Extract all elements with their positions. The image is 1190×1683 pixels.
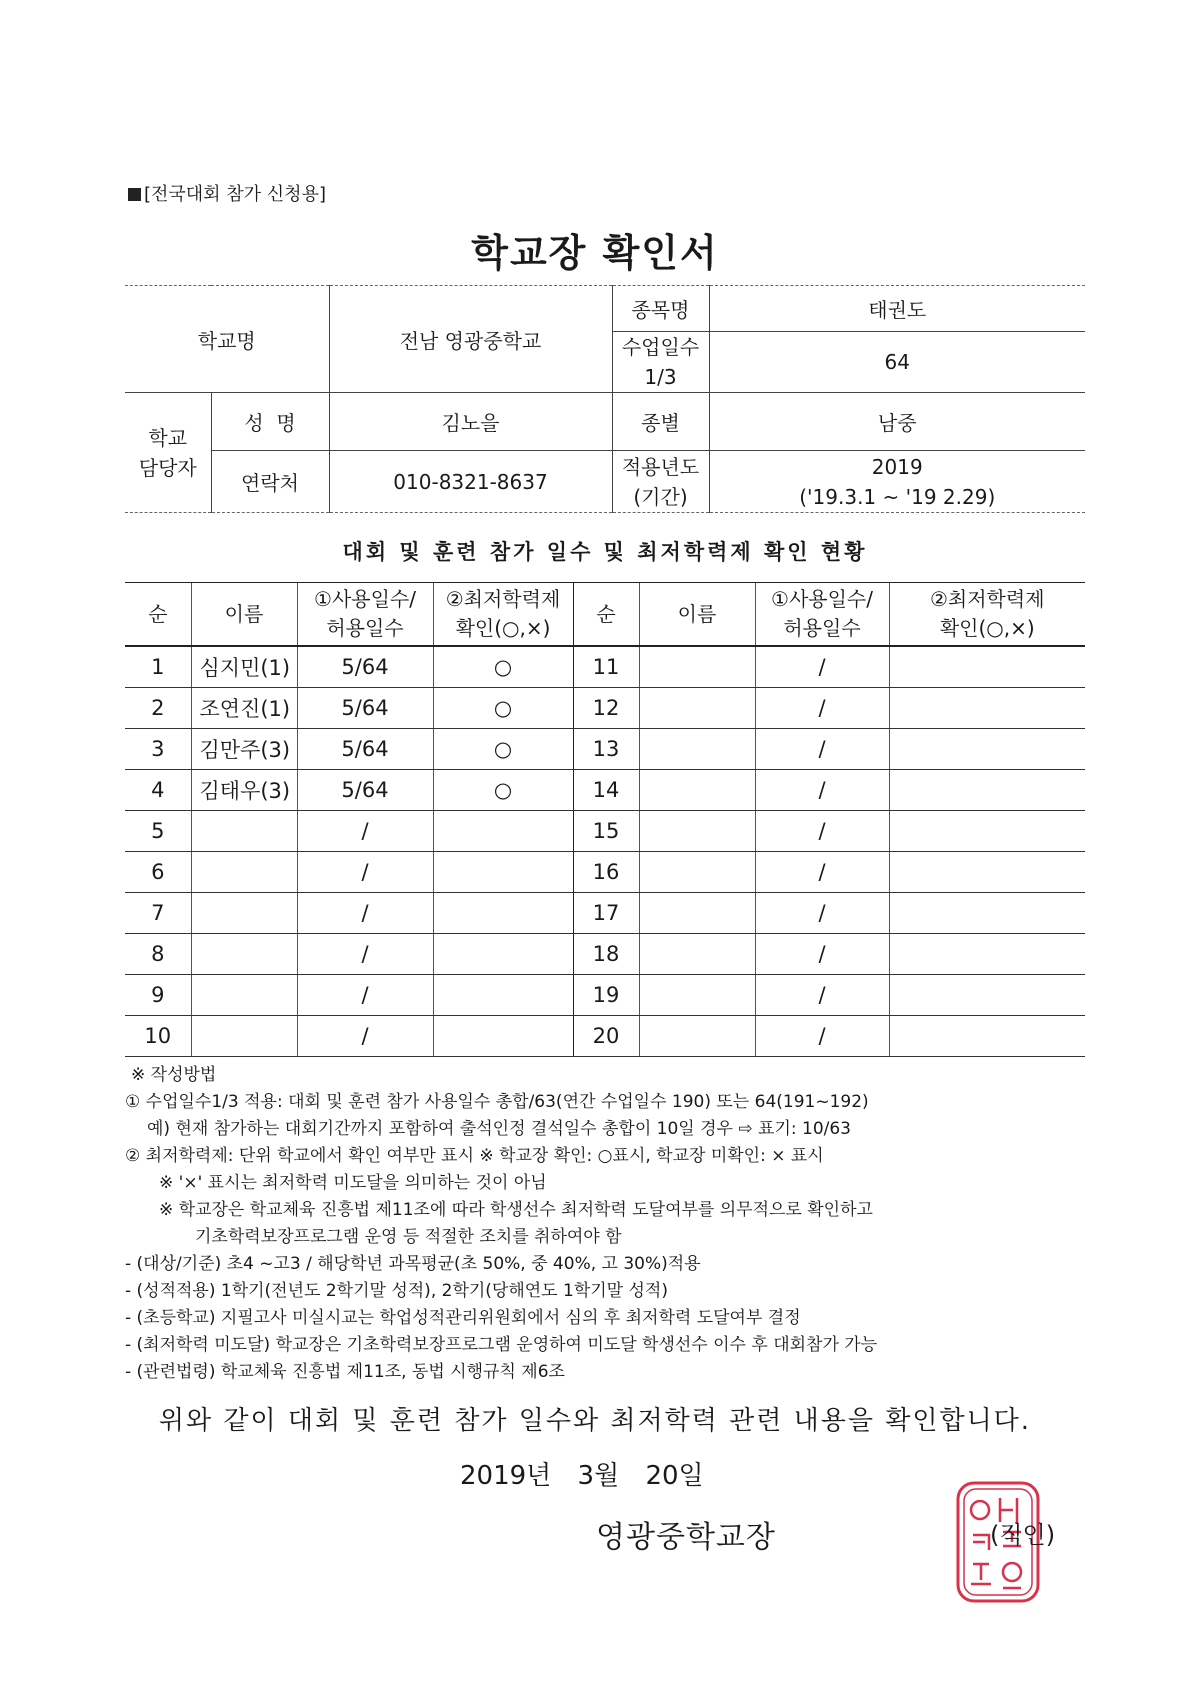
header-name: 이름 [639,583,755,647]
participant-name [639,770,755,811]
table-body [125,646,1085,1057]
row-number: 7 [125,893,191,934]
note-item: - (대상/기준) 초4 ~고3 / 해당학년 과목평균(초 50%, 중 40%, 고 30%)적용 [125,1254,701,1274]
principal-name: 영광중학교장 [596,1520,776,1555]
usage-days: 5/64 [297,729,433,770]
participant-name [191,852,297,893]
usage-days: / [755,811,889,852]
min-academic-check [889,688,1085,729]
note-item: - (관련법령) 학교체육 진흥법 제11조, 동법 시행규칙 제6조 [125,1362,565,1382]
header-check: ②최저학력제 확인(○,×) [889,583,1085,647]
min-academic-check [889,770,1085,811]
usage-days: / [755,893,889,934]
participant-name [639,893,755,934]
note-item: - (성적적용) 1학기(전년도 2학기말 성적), 2학기(당해연도 1학기말 성적) [125,1281,668,1301]
min-academic-check [433,1016,573,1057]
participant-name [639,688,755,729]
row-number: 18 [573,934,639,975]
min-academic-check [889,852,1085,893]
note-item: - (초등학교) 지필고사 미실시교는 학업성적관리위원회에서 심의 후 최저학력 도달여부 결정 [125,1308,801,1328]
row-number: 10 [125,1016,191,1057]
min-academic-check: ○ [433,688,573,729]
page-title: 학교장 확인서 [471,231,719,275]
section-title: 대회 및 훈련 참가 일수 및 최저학력제 확인 현황 [342,540,868,564]
row-number: 9 [125,975,191,1016]
participant-name: 김만주(3) [191,729,297,770]
row-number: 1 [125,646,191,688]
header-days: ①사용일수/ 허용일수 [297,583,433,647]
min-academic-check: ○ [433,646,573,688]
category-label: 종별 [612,393,709,451]
year-value: 2019 ('19.3.1 ~ '19 2.29) [709,451,1085,513]
seal-label: (직인) [990,1521,1056,1549]
school-info-table [125,285,1085,513]
min-academic-check [889,934,1085,975]
header-check: ②최저학력제 확인(○,×) [433,583,573,647]
participant-name: 조연진(1) [191,688,297,729]
usage-days: / [755,1016,889,1057]
header-no: 순 [125,583,191,647]
min-academic-check [889,729,1085,770]
participation-table [125,582,1085,1057]
table-row [125,852,1085,893]
usage-days: / [755,852,889,893]
min-academic-check: ○ [433,770,573,811]
participant-name: 김태우(3) [191,770,297,811]
usage-days: / [297,852,433,893]
participant-name [191,1016,297,1057]
min-academic-check [889,893,1085,934]
usage-days: / [755,770,889,811]
table-row [125,811,1085,852]
row-number: 8 [125,934,191,975]
note-item: ① 수업일수1/3 적용: 대회 및 훈련 참가 사용일수 총합/63(연간 수업일수 190) 또는 64(191~192) [125,1092,869,1112]
participant-name [639,729,755,770]
usage-days: / [297,934,433,975]
usage-days: / [755,688,889,729]
participant-name [639,934,755,975]
participant-name [191,975,297,1016]
confirmation-statement: 위와 같이 대회 및 훈련 참가 일수와 최저학력 관련 내용을 확인합니다. [158,1406,1032,1436]
header-name: 이름 [191,583,297,647]
contact-value: 010-8321-8637 [329,451,612,513]
row-number: 12 [573,688,639,729]
notes-heading: ※ 작성방법 [131,1065,217,1085]
name-label: 성 명 [211,393,329,451]
table-row [125,975,1085,1016]
table-row [125,1016,1085,1057]
manager-label: 학교 담당자 [125,393,211,513]
usage-days: / [297,1016,433,1057]
row-number: 5 [125,811,191,852]
min-academic-check [889,811,1085,852]
row-number: 11 [573,646,639,688]
table-row [125,934,1085,975]
min-academic-check [889,1016,1085,1057]
usage-days: / [755,975,889,1016]
table-row [125,729,1085,770]
contact-label: 연락처 [211,451,329,513]
min-academic-check [433,893,573,934]
class-days-value: 64 [709,332,1085,393]
application-tag: [전국대회 참가 신청용] [128,180,326,206]
usage-days: / [755,646,889,688]
usage-days: / [297,811,433,852]
participant-name [639,975,755,1016]
name-value: 김노을 [329,393,612,451]
class-days-label: 수업일수 1/3 [612,332,709,393]
table-row [125,770,1085,811]
category-value: 남중 [709,393,1085,451]
min-academic-check: ○ [433,729,573,770]
note-item: ※ '×' 표시는 최저학력 미도달을 의미하는 것이 아님 [159,1173,547,1193]
usage-days: / [755,934,889,975]
min-academic-check [889,975,1085,1016]
min-academic-check [433,934,573,975]
row-number: 17 [573,893,639,934]
school-name-label: 학교명 [125,286,329,393]
usage-days: 5/64 [297,646,433,688]
note-item: - (최저학력 미도달) 학교장은 기초학력보장프로그램 운영하여 미도달 학생선수 이수 후 대회참가 가능 [125,1335,878,1355]
table-header-row [125,583,1085,647]
table-row [125,688,1085,729]
notes-section [125,1062,1125,1386]
min-academic-check [433,852,573,893]
row-number: 13 [573,729,639,770]
row-number: 14 [573,770,639,811]
document-date: 2019년 3월 20일 [460,1461,704,1491]
row-number: 3 [125,729,191,770]
usage-days: / [297,893,433,934]
participant-name [639,646,755,688]
square-bullet-icon [128,188,141,201]
usage-days: / [297,975,433,1016]
participant-name [191,811,297,852]
header-no: 순 [573,583,639,647]
min-academic-check [433,975,573,1016]
participant-name [639,811,755,852]
row-number: 2 [125,688,191,729]
participant-name [191,934,297,975]
usage-days: 5/64 [297,770,433,811]
row-number: 15 [573,811,639,852]
participant-name [639,1016,755,1057]
event-value: 태권도 [709,286,1085,332]
note-item: ② 최저학력제: 단위 학교에서 확인 여부만 표시 ※ 학교장 확인: ○표시, 학교장 미확인: × 표시 [125,1146,824,1166]
year-label: 적용년도 (기간) [612,451,709,513]
usage-days: 5/64 [297,688,433,729]
row-number: 16 [573,852,639,893]
row-number: 20 [573,1016,639,1057]
usage-days: / [755,729,889,770]
header-days: ①사용일수/ 허용일수 [755,583,889,647]
school-name-value: 전남 영광중학교 [329,286,612,393]
row-number: 4 [125,770,191,811]
table-row [125,646,1085,688]
event-label: 종목명 [612,286,709,332]
note-item: ※ 학교장은 학교체육 진흥법 제11조에 따라 학생선수 최저학력 도달여부를 의무적으로 확인하고 [159,1200,873,1220]
participant-name [639,852,755,893]
participant-name [191,893,297,934]
min-academic-check [889,646,1085,688]
participant-name: 심지민(1) [191,646,297,688]
min-academic-check [433,811,573,852]
row-number: 6 [125,852,191,893]
note-item: 기초학력보장프로그램 운영 등 적절한 조치를 취하여야 함 [195,1227,622,1247]
note-item: 예) 현재 참가하는 대회기간까지 포함하여 출석인정 결석일수 총합이 10일 경우 ⇨ 표기: 10/63 [147,1119,851,1139]
table-row [125,893,1085,934]
row-number: 19 [573,975,639,1016]
